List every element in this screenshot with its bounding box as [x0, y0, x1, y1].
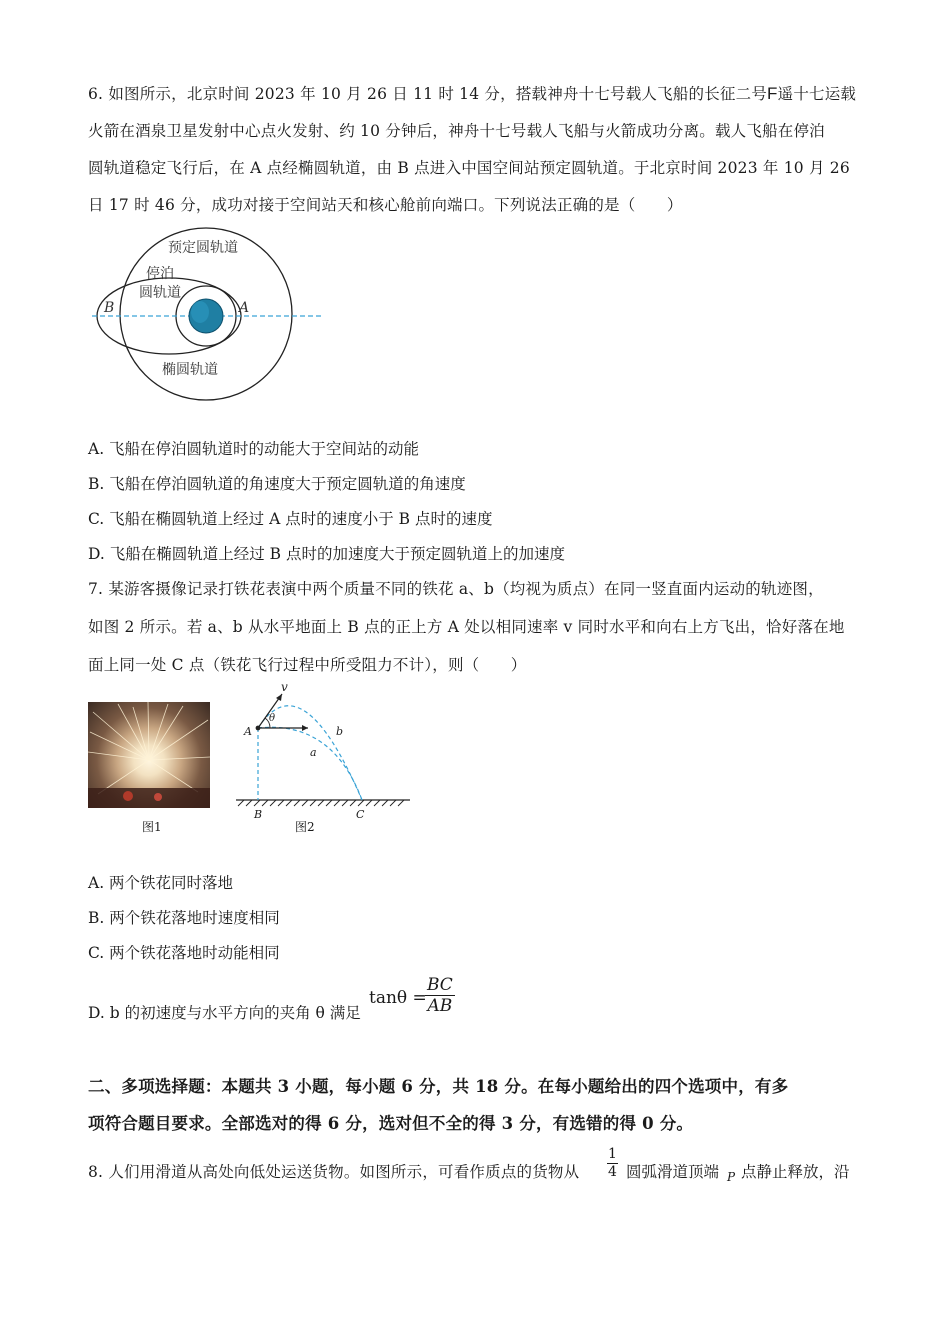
- q6-option-d: D. 飞船在椭圆轨道上经过 B 点时的加速度大于预定圆轨道上的加速度: [88, 545, 565, 563]
- label-trajectory-a: a: [310, 746, 317, 759]
- label-parking-1: 停泊: [146, 266, 174, 282]
- fig2-caption: 图2: [295, 820, 315, 834]
- label-ellipse: 椭圆轨道: [162, 362, 218, 378]
- q8-frac-den: 4: [608, 1164, 617, 1180]
- trajectory-diagram: [232, 680, 414, 820]
- fraction-denominator: AB: [427, 996, 453, 1016]
- label-c-point: C: [356, 808, 365, 820]
- label-point-b: B: [104, 300, 115, 316]
- q8-text-b: 圆弧滑道顶端: [626, 1163, 720, 1181]
- label-a-point: A: [244, 725, 252, 738]
- orbit-diagram: [86, 226, 336, 406]
- q6-line-1: [88, 82, 856, 104]
- q8-point-p: P: [727, 1170, 736, 1184]
- earth-highlight: [191, 301, 209, 323]
- q8-frac-num: 1: [608, 1146, 617, 1162]
- point-a-dot: [256, 726, 261, 731]
- label-b-point: B: [254, 808, 263, 820]
- q6-line-1-text: 6. 如图所示，北京时间 2023 年 10 月 26 日 11 时 14 分，搭载神舟十七号载人飞船的长征二号: [88, 85, 768, 103]
- section2-line-2: 项符合题目要求。全部选对的得 6 分，选对但不全的得 3 分，有选错的得 0 分。: [88, 1114, 694, 1133]
- horizontal-arrowhead: [302, 725, 308, 731]
- q8-quarter-fraction: [607, 1146, 618, 1181]
- q8-text-c: 点静止释放，沿: [741, 1163, 850, 1181]
- fraction-numerator: BC: [427, 975, 453, 995]
- q7-option-c: C. 两个铁花落地时动能相同: [88, 944, 280, 962]
- q7-line-3: 面上同一处 C 点（铁花飞行过程中所受阻力不计），则（ ）: [88, 656, 527, 674]
- q6-option-c: C. 飞船在椭圆轨道上经过 A 点时的速度小于 B 点时的速度: [88, 510, 493, 528]
- trajectory-a: [258, 727, 362, 800]
- q7-line-1: 7. 某游客摄像记录打铁花表演中两个质量不同的铁花 a、b（均视为质点）在同一竖直面内运动的轨迹图，: [88, 580, 824, 598]
- q7-option-d: D. b 的初速度与水平方向的夹角 θ 满足: [88, 1004, 361, 1022]
- spark-rays: [88, 702, 210, 808]
- q8-text-a: 8. 人们用滑道从高处向低处运送货物。如图所示，可看作质点的货物从: [88, 1163, 580, 1181]
- q6-option-b: B. 飞船在停泊圆轨道的角速度大于预定圆轨道的角速度: [88, 475, 466, 493]
- q7-option-a: A. 两个铁花同时落地: [88, 874, 234, 892]
- label-trajectory-b: b: [336, 725, 344, 738]
- q6-rocket-letter: F: [767, 84, 778, 103]
- q7-option-d-lhs: tanθ =: [369, 988, 427, 1008]
- q7-line-2: 如图 2 所示。若 a、b 从水平地面上 B 点的正上方 A 处以相同速率 v 同时水平和向右上方飞出，恰好落在地: [88, 618, 845, 636]
- section2-line-1: 二、多项选择题：本题共 3 小题，每小题 6 分，共 18 分。在每小题给出的四个选项中，有多: [88, 1077, 789, 1096]
- label-outer-orbit: 预定圆轨道: [168, 240, 238, 256]
- ground-hatch: [238, 800, 404, 806]
- label-point-a: A: [239, 300, 250, 316]
- q6-option-a: A. 飞船在停泊圆轨道时的动能大于空间站的动能: [88, 440, 420, 458]
- q7-option-b: B. 两个铁花落地时速度相同: [88, 909, 280, 927]
- label-parking-2: 圆轨道: [139, 285, 181, 301]
- fig1-caption: 图1: [142, 820, 162, 834]
- q6-line-4: 日 17 时 46 分，成功对接于空间站天和核心舱前向端口。下列说法正确的是（ ）: [88, 196, 683, 214]
- inclined-arrowhead: [276, 694, 282, 701]
- q6-line-1-tail: 遥十七运载: [777, 85, 857, 103]
- label-v: v: [281, 680, 288, 694]
- q6-line-2: 火箭在酒泉卫星发射中心点火发射、约 10 分钟后，神舟十七号载人飞船与火箭成功分离。载人飞船在停泊: [88, 122, 825, 140]
- q6-line-3: 圆轨道稳定飞行后，在 A 点经椭圆轨道，由 B 点进入中国空间站预定圆轨道。于北京时间 2023 年 10 月 26: [88, 159, 850, 177]
- fireworks-photo: [88, 702, 210, 808]
- label-theta: θ: [269, 713, 276, 724]
- q7-option-d-fraction: [425, 975, 455, 1016]
